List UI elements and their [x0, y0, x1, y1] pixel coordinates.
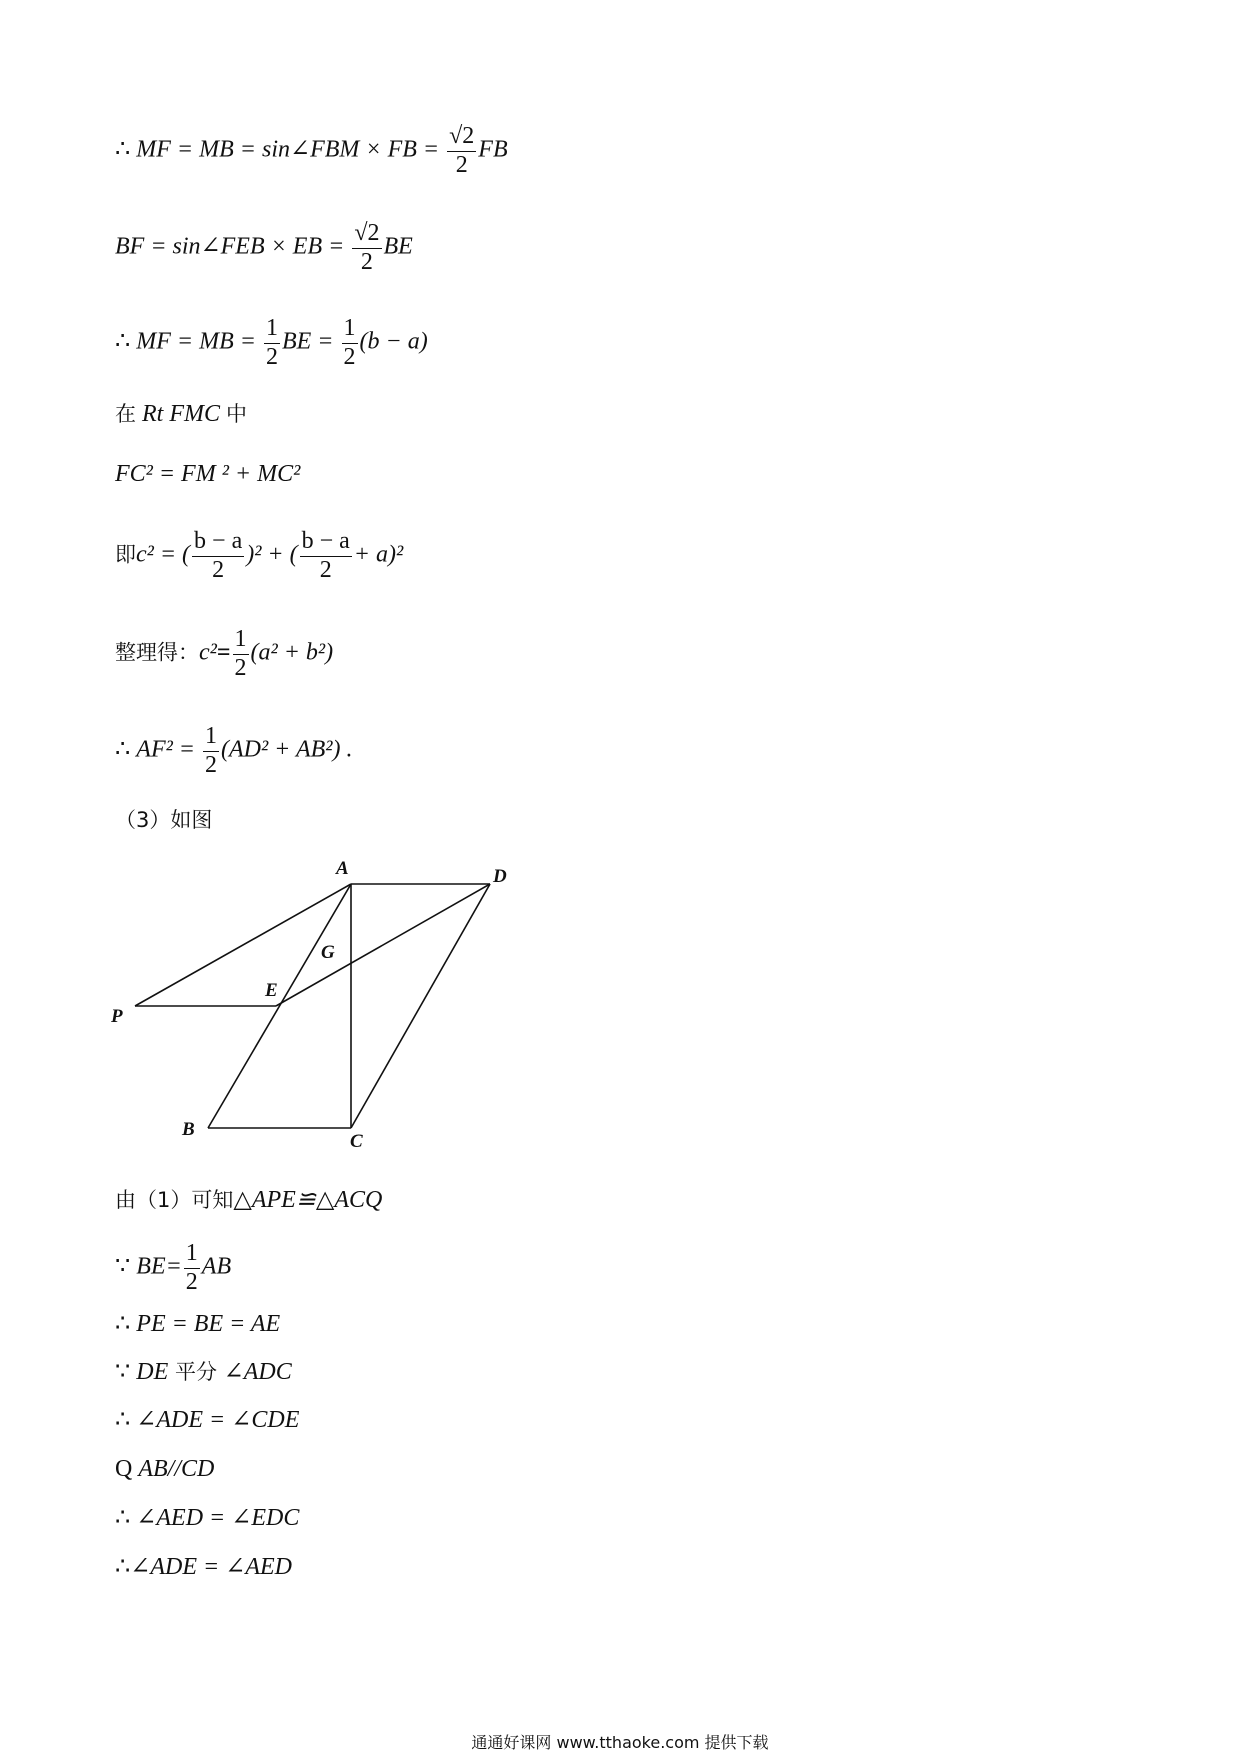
- fraction-numerator: 1: [184, 1240, 200, 1269]
- expression-tail: (AD² + AB²) .: [221, 736, 353, 763]
- segment-dc: [351, 884, 490, 1128]
- expression: Rt FMC: [142, 401, 220, 427]
- expression: BF = sin∠FEB × EB =: [115, 233, 351, 260]
- expression: ∠ADC: [223, 1359, 292, 1385]
- label-e: E: [265, 980, 278, 1001]
- therefore-symbol: ∴: [115, 136, 137, 163]
- expression: BE=: [136, 1253, 182, 1280]
- expression: DE: [136, 1359, 169, 1385]
- therefore-symbol: ∴: [115, 1554, 131, 1580]
- label-a: A: [336, 858, 349, 879]
- expression-middle: )² + (: [246, 541, 298, 568]
- fraction-numerator: 1: [342, 315, 358, 344]
- expression: c²: [199, 639, 217, 666]
- fraction-denominator: 2: [205, 751, 217, 778]
- fraction-numerator: 1: [233, 626, 249, 655]
- expression-tail: BE: [383, 233, 413, 260]
- expression: ∠AED = ∠EDC: [136, 1505, 300, 1531]
- label-p: P: [111, 1006, 123, 1027]
- therefore-symbol: ∴: [115, 736, 137, 763]
- label-c: C: [350, 1131, 363, 1152]
- formula-line-13: [115, 1360, 292, 1384]
- expression-tail: (b − a): [359, 328, 428, 355]
- fraction-denominator: 2: [185, 1268, 198, 1295]
- therefore-symbol: ∴: [115, 328, 137, 355]
- segment-de: [276, 884, 490, 1006]
- formula-line-15: [115, 1457, 214, 1481]
- expression-tail: + a)²: [353, 541, 404, 568]
- expression: ∠ADE = ∠AED: [130, 1554, 292, 1580]
- fraction-denominator: 2: [360, 248, 373, 275]
- page-footer: 通通好课网 www.tthaoke.com 提供下载: [471, 1733, 769, 1752]
- formula-line-14: [115, 1408, 299, 1432]
- label-g: G: [321, 942, 335, 963]
- expression: △APE≌△ACQ: [233, 1187, 383, 1213]
- label-d: D: [493, 866, 507, 887]
- expression: ∠ADE = ∠CDE: [136, 1407, 300, 1433]
- chinese-text: 平分: [168, 1360, 224, 1384]
- expression-tail: AB: [201, 1253, 232, 1280]
- expression: MF = MB =: [136, 328, 262, 355]
- fraction-numerator: 1: [264, 315, 280, 344]
- chinese-text: 由（1）可知: [115, 1188, 234, 1212]
- equals: =: [216, 639, 231, 666]
- segment-ap: [135, 884, 351, 1006]
- figure-lines: [135, 884, 490, 1128]
- chinese-text: 在: [115, 402, 136, 426]
- expression: MF = MB = sin∠FBM × FB =: [136, 136, 446, 163]
- section-heading: （3）如图: [115, 808, 213, 832]
- expression-tail: (a² + b²): [250, 639, 334, 666]
- fraction: [184, 1240, 200, 1296]
- because-symbol: ∵: [115, 1253, 137, 1280]
- formula-line-16: [115, 1506, 299, 1530]
- fraction-denominator: 2: [265, 343, 278, 370]
- fraction-denominator: 2: [343, 343, 356, 370]
- expression: AB//CD: [138, 1456, 215, 1482]
- formula-line-12: [115, 1312, 280, 1336]
- expression: FC² = FM ² + MC²: [115, 461, 301, 487]
- expression: AF² =: [136, 736, 201, 763]
- formula-line-11: [115, 1240, 231, 1296]
- fraction-numerator: b − a: [192, 528, 244, 557]
- fraction-numerator: √2: [447, 123, 476, 152]
- chinese-text: 即: [115, 542, 136, 567]
- chinese-text: 整理得：: [115, 640, 199, 665]
- formula-line-17: [115, 1555, 292, 1579]
- therefore-symbol: ∴: [115, 1505, 137, 1531]
- q-symbol: Q: [115, 1456, 139, 1482]
- fraction-denominator: 2: [319, 556, 332, 583]
- expression-middle: BE =: [281, 328, 340, 355]
- label-b: B: [182, 1119, 195, 1140]
- therefore-symbol: ∴: [115, 1407, 137, 1433]
- fraction-denominator: 2: [212, 556, 225, 583]
- fraction-numerator: 1: [203, 723, 219, 752]
- expression: c² = (: [136, 541, 191, 568]
- expression: PE = BE = AE: [136, 1311, 281, 1337]
- text-line-10: [115, 1188, 382, 1212]
- fraction-denominator: 2: [455, 151, 468, 178]
- chinese-text: 中: [226, 402, 247, 426]
- expression-tail: FB: [478, 136, 508, 163]
- therefore-symbol: ∴: [115, 1311, 137, 1337]
- because-symbol: ∵: [115, 1359, 137, 1385]
- fraction-denominator: 2: [234, 654, 247, 681]
- fraction-numerator: √2: [352, 220, 381, 249]
- fraction-numerator: b − a: [300, 528, 352, 557]
